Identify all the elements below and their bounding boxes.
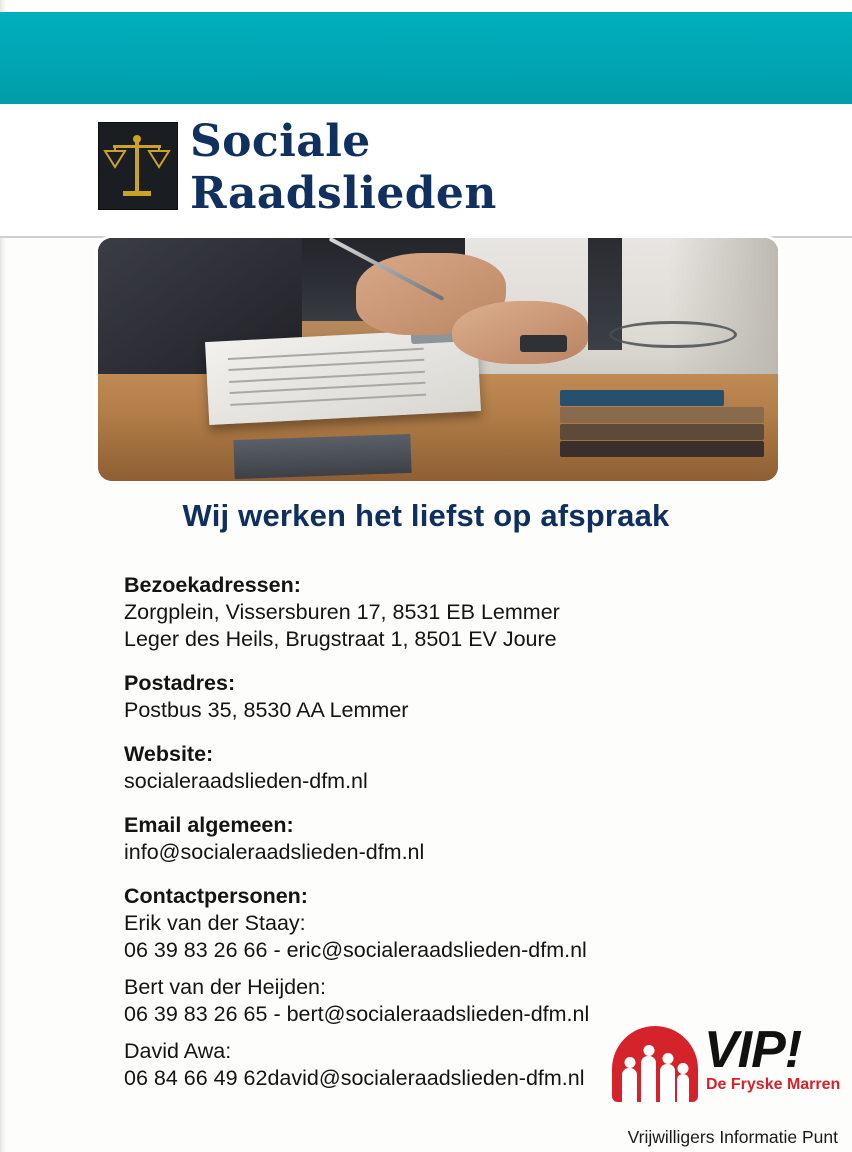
- section-label: Email algemeen:: [124, 813, 294, 837]
- vip-logo: [612, 1018, 842, 1126]
- contact-name: David Awa:: [124, 1039, 232, 1063]
- teal-banner: [0, 12, 852, 104]
- section-bezoekadressen: [124, 572, 764, 653]
- address-line: Postbus 35, 8530 AA Lemmer: [124, 698, 409, 722]
- email-address[interactable]: info@socialeraadslieden-dfm.nl: [124, 840, 425, 864]
- address-line: Zorgplein, Vissersburen 17, 8531 EB Lemmer: [124, 600, 560, 624]
- meeting-photo-image: [98, 238, 778, 481]
- photo-books: [560, 384, 764, 457]
- website-url[interactable]: socialeraadslieden-dfm.nl: [124, 769, 368, 793]
- vip-subtitle: De Fryske Marren: [706, 1076, 841, 1093]
- contact-details[interactable]: 06 84 66 49 62david@socialeraadslieden-dfm.nl: [124, 1066, 585, 1090]
- section-label: Postadres:: [124, 671, 236, 695]
- organization-name-line2: Raadslieden: [190, 168, 497, 219]
- contact-name: Erik van der Staay:: [124, 911, 306, 935]
- section-label: Bezoekadressen:: [124, 573, 301, 597]
- section-label: Website:: [124, 742, 214, 766]
- photo-shirt-shadow: [669, 238, 778, 374]
- vip-wordmark: VIP!: [704, 1021, 802, 1079]
- organization-name: [190, 116, 497, 220]
- vip-people-icon: [612, 1026, 698, 1102]
- organization-name-line1: Sociale: [190, 116, 371, 167]
- section-label: Contactpersonen:: [124, 884, 308, 908]
- address-line: Leger des Heils, Brugstraat 1, 8501 EV Joure: [124, 627, 557, 651]
- contact-details[interactable]: 06 39 83 26 65 - bert@socialeraadslieden-dfm.nl: [124, 1002, 590, 1026]
- scales-of-justice-icon: [98, 122, 178, 210]
- contact-details[interactable]: 06 39 83 26 66 - eric@socialeraadslieden-dfm.nl: [124, 938, 587, 962]
- meeting-photo: [98, 238, 778, 481]
- teal-banner-fill: [0, 12, 852, 104]
- vip-tagline: Vrijwilligers Informatie Punt: [627, 1127, 838, 1147]
- section-email: [124, 812, 764, 866]
- section-website: [124, 741, 764, 795]
- section-contactpersonen: [124, 883, 764, 964]
- scan-top-edge: [0, 0, 852, 12]
- photo-notebook: [233, 434, 411, 479]
- contact-name: Bert van der Heijden:: [124, 975, 326, 999]
- photo-hand-lower: [452, 301, 588, 364]
- photo-wristwatch: [520, 335, 568, 352]
- page-title: Wij werken het liefst op afspraak: [182, 498, 670, 533]
- section-postadres: [124, 670, 764, 724]
- organization-header: [0, 104, 852, 238]
